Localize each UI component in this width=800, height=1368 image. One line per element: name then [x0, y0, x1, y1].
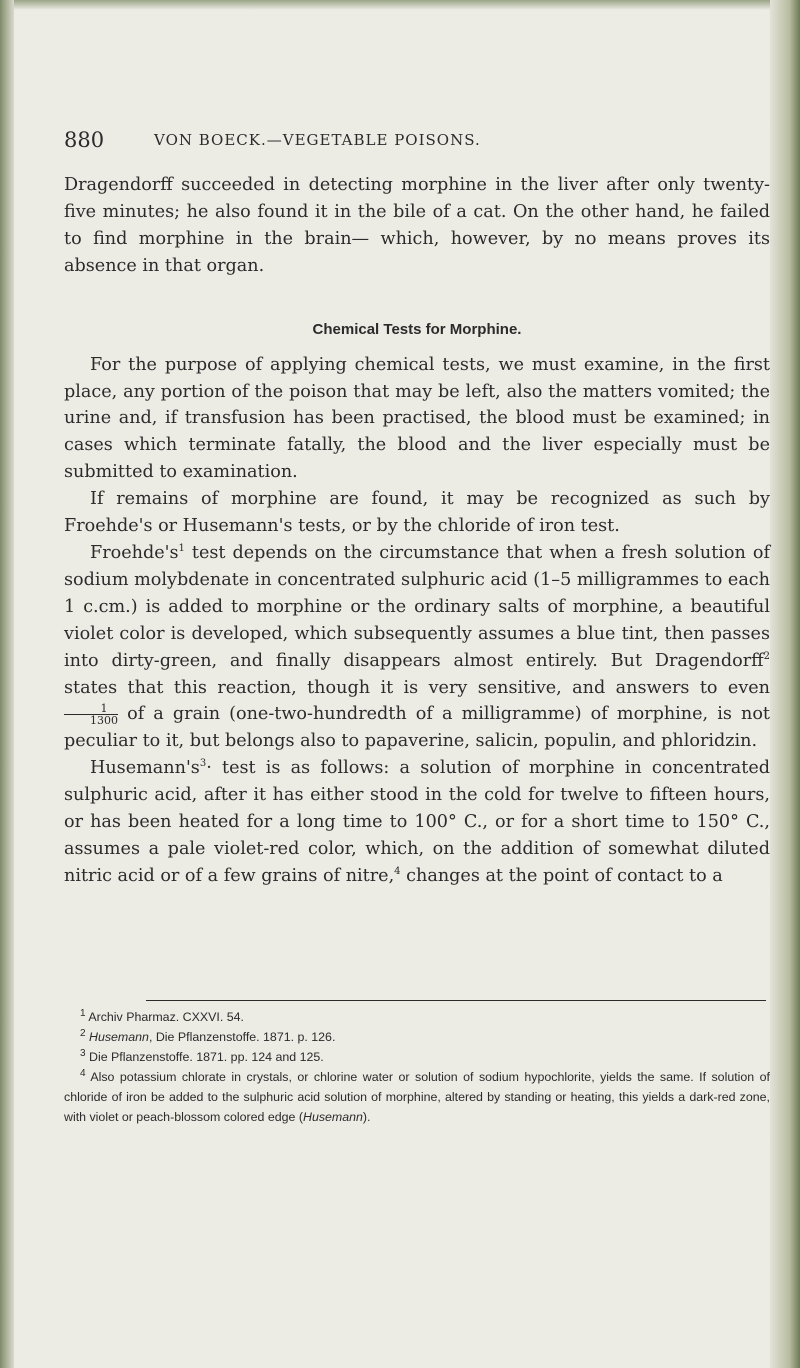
footnote-2-author: Husemann — [85, 1030, 149, 1044]
footnote-divider — [146, 1000, 766, 1001]
body-text — [64, 172, 770, 890]
footnote-1 — [64, 1007, 770, 1027]
footnote-4-end: ). — [362, 1110, 371, 1124]
husemann-text-cont: · test is as follows: a solution of morphine in concentrated sulphuric acid, after it has either stood in the cold for twelve to fifteen hours, or has been heated for a long time to 100° C., or for a short time to 150° C., assumes a pale violet-red color, which, on the addition of somewhat diluted nitric acid or of a few grains of nitre, — [64, 758, 770, 886]
page-number: 880 — [64, 128, 105, 152]
footnote-4-text: Also potassium chlorate in crystals, or chlorine water or solution of sodium hypochlorite, yields the same. If solution of chloride of iron be added to the sulphuric acid solution of morphine, altered by standing or heating, this yields a dark-red zone, with violet or peach-blossom colored edge ( — [64, 1070, 770, 1124]
footnote-2-text: , Die Pflanzenstoffe. 1871. p. 126. — [148, 1030, 336, 1044]
footnote-mark-4: 4 — [80, 1067, 86, 1079]
paragraph-husemann-test — [64, 755, 770, 890]
page-edge-left — [0, 0, 14, 1368]
footnote-2 — [64, 1027, 770, 1047]
froehde-text-cont2: states that this reaction, though it is very sensitive, and answers to even — [64, 677, 770, 698]
footnote-mark-3: 3 — [80, 1047, 86, 1059]
paragraph-purpose: For the purpose of applying chemical tests, we must examine, in the first place, any portion of the poison that may be left, also the matters vomited; the urine and, if transfusion has been practised, the blood must be examined; in cases which terminate fatally, the blood and the liver especially must be submitted to examination. — [64, 354, 770, 483]
running-head — [64, 128, 754, 158]
footnote-4-author: Husemann — [303, 1110, 363, 1124]
froehde-text-end: of a grain (one-two-hundredth of a milligramme) of morphine, is not peculiar to it, but belongs also to papaverine, salicin, populin, and phloridzin. — [64, 704, 770, 752]
footnote-3 — [64, 1047, 770, 1067]
footnote-ref-3: 3 — [199, 758, 207, 770]
footnote-1-text: Archiv Pharmaz. CXXVI. 54. — [85, 1010, 244, 1024]
fraction-numerator: 1 — [64, 703, 118, 715]
footnote-3-text: Die Pflanzenstoffe. 1871. pp. 124 and 125. — [85, 1050, 324, 1064]
husemann-text-end: changes at the point of contact to a — [400, 865, 723, 886]
footnote-4 — [64, 1067, 770, 1127]
page-edge-right — [770, 0, 800, 1368]
page-edge-top — [0, 0, 800, 10]
paragraph-dragendorff-liver: Dragendorff succeeded in detecting morphine in the liver after only twenty-five minutes; he also found it in the bile of a cat. On the other hand, he failed to find morphine in the brain— which, however, by no means proves its absence in that organ. — [64, 175, 770, 276]
fraction — [64, 703, 118, 726]
footnote-mark-1: 1 — [80, 1007, 86, 1019]
footnote-ref-1: 1 — [178, 543, 185, 555]
footnote-ref-4: 4 — [394, 865, 401, 877]
fraction-denominator: 1300 — [90, 713, 118, 727]
section-heading: Chemical Tests for Morphine. — [312, 320, 522, 338]
paragraph-remains: If remains of morphine are found, it may be recognized as such by Froehde's or Husemann's tests, or by the chloride of iron test. — [64, 489, 770, 537]
froehde-text-cont: test depends on the circumstance that when a fresh solution of sodium molybdenate in concentrated sulphuric acid (1–5 milligrammes to each 1 c.cm.) is added to morphine or the ordinary salts of morphine, a beautiful violet color is developed, which subsequently assumes a blue tint, then passes into dirty-green, and finally disappears almost entirely. But Dragendorff — [64, 542, 770, 671]
running-title: VON BOECK.—VEGETABLE POISONS. — [154, 131, 481, 149]
froehde-text: Froehde's — [90, 542, 179, 563]
husemann-text: Husemann's — [90, 758, 200, 779]
footnote-ref-2: 2 — [763, 650, 770, 662]
paragraph-froehde-test — [64, 540, 770, 755]
footnotes — [64, 1007, 770, 1127]
footnote-mark-2: 2 — [80, 1027, 86, 1039]
